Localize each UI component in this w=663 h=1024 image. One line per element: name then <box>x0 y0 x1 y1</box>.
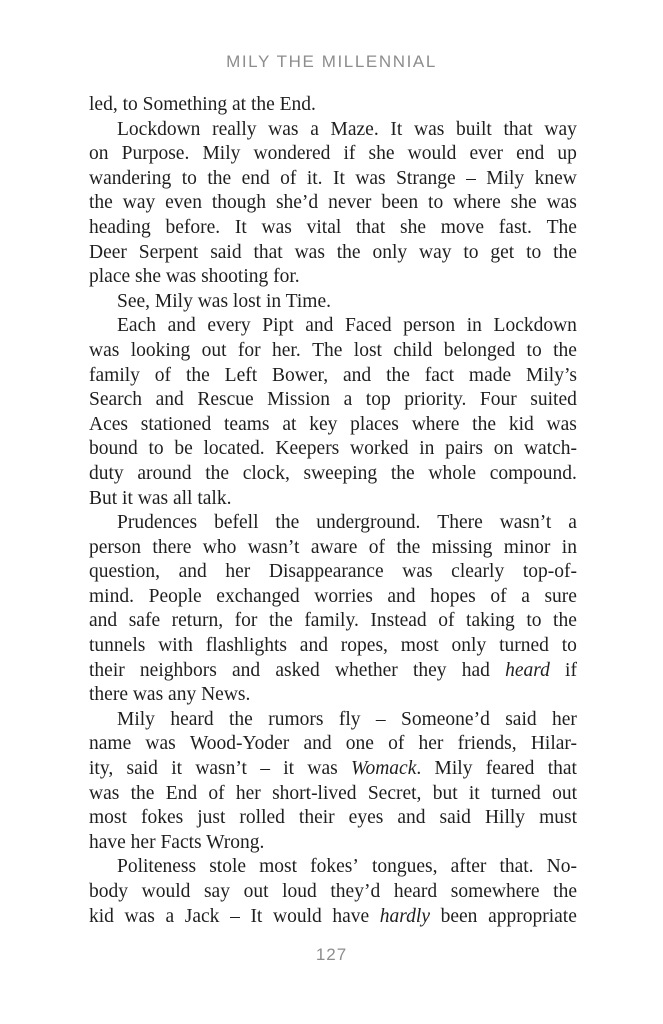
text-line: body would say out loud they’d heard somewhere the <box>89 881 577 902</box>
text-line: person there who wasn’t aware of the missing minor in <box>89 536 577 558</box>
text-line: was looking out for her. The lost child belonged to the <box>89 339 577 361</box>
text-line: the way even though she’d never been to where she was <box>89 192 577 214</box>
running-header <box>0 52 663 72</box>
text-line: their neighbors and asked whether they had heard if <box>89 659 577 681</box>
text-line: on Purpose. Mily wondered if she would ever end up <box>89 143 577 165</box>
text-line: name was Wood-Yoder and one of her friends, Hilar- <box>89 733 577 755</box>
text-line: led, to Something at the End. <box>89 94 316 115</box>
page-number: 127 <box>315 945 348 964</box>
text-line: kid was a Jack – It would have hardly been appropriate <box>89 905 577 927</box>
text-line: and safe return, for the family. Instead of taking to the <box>89 610 577 632</box>
text-line: mind. People exchanged worries and hopes of a sure <box>89 585 577 607</box>
text-line: was the End of her short-lived Secret, but it turned out <box>89 782 577 804</box>
text-line: Aces stationed teams at key places where the kid was <box>89 413 577 435</box>
text-line: wandering to the end of it. It was Strange – Mily knew <box>89 167 577 189</box>
text-line: have her Facts Wrong. <box>89 831 265 853</box>
text-line: Prudences befell the underground. There wasn’t a <box>117 512 577 534</box>
text-line: family of the Left Bower, and the fact made Mily’s <box>89 364 577 386</box>
text-line: question, and her Disappearance was clearly top-of- <box>89 561 577 583</box>
text-line: bound to be located. Keepers worked in pairs on watch- <box>89 438 577 460</box>
running-header-title: MILY THE MILLENNIAL <box>226 52 437 71</box>
text-line: Politeness stole most fokes’ tongues, after that. No- <box>117 856 577 878</box>
text-line: duty around the clock, sweeping the whole compound. <box>89 462 577 484</box>
text-line: there was any News. <box>89 684 251 706</box>
page-footer <box>0 945 663 965</box>
text-line: tunnels with flashlights and ropes, most only turned to <box>89 635 577 657</box>
text-line: Mily heard the rumors fly – Someone’d said her <box>117 708 577 730</box>
text-line: Search and Rescue Mission a top priority. Four suited <box>89 389 577 411</box>
text-line: heading before. It was vital that she move fast. The <box>89 216 577 238</box>
text-line: place she was shooting for. <box>89 266 300 288</box>
text-line: See, Mily was lost in Time. <box>117 290 331 312</box>
text-line: Lockdown really was a Maze. It was built that way <box>117 118 577 140</box>
text-line: Each and every Pipt and Faced person in Lockdown <box>117 315 577 337</box>
text-line: But it was all talk. <box>89 487 232 509</box>
text-line: most fokes just rolled their eyes and said Hilly must <box>89 807 577 829</box>
text-line: ity, said it wasn’t – it was Womack. Mily feared that <box>89 758 577 780</box>
text-line: Deer Serpent said that was the only way to get to the <box>89 241 577 263</box>
page-text <box>89 93 577 929</box>
